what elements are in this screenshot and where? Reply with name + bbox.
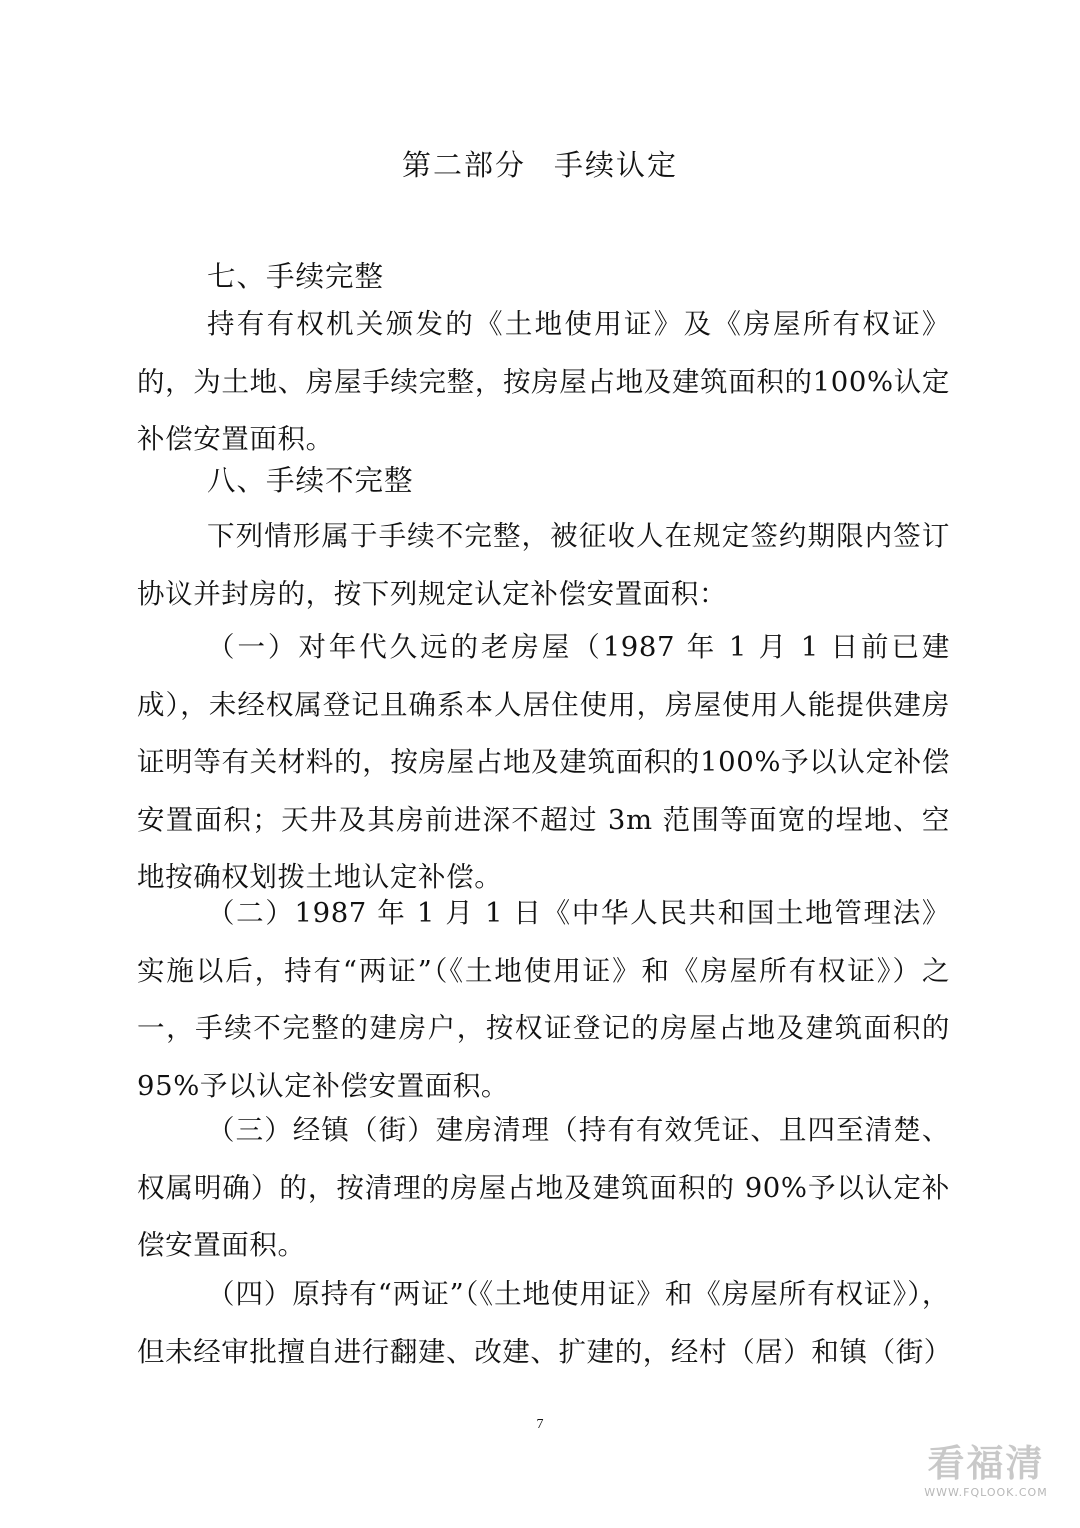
paragraph-item-four: （四）原持有“两证”（《土地使用证》和《房屋所有权证》），但未经审批擅自进行翻建、改建、扩建的，经村（居）和镇（街）: [137, 1278, 952, 1368]
paragraph-item-one: （一）对年代久远的老房屋（1987 年 1 月 1 日前已建成），未经权属登记且确系本人居住使用，房屋使用人能提供建房证明等有关材料的，按房屋占地及建筑面积的100%予以认定补偿安置面积；天井及其房前进深不超过 3m 范围等面宽的埕地、空地按确权划拨土地认定补偿。: [137, 631, 950, 893]
paragraph-item-three: （三）经镇（街）建房清理（持有有效凭证、且四至清楚、权属明确）的，按清理的房屋占地及建筑面积的 90%予以认定补偿安置面积。: [137, 1114, 950, 1261]
watermark-url: WWW.FQLOOK.COM: [924, 1486, 1048, 1499]
page-number: 7: [536, 1417, 544, 1432]
paragraph-complete-procedures: 持有有权机关颁发的《土地使用证》及《房屋所有权证》的，为土地、房屋手续完整，按房屋占地及建筑面积的100%认定补偿安置面积。: [137, 308, 950, 455]
watermark-logo: [916, 1442, 1056, 1500]
title-topic: 手续认定: [554, 148, 679, 182]
watermark-brand: 看福清: [927, 1442, 1045, 1485]
section-heading-seven: 七、手续完整: [207, 260, 385, 293]
paragraph-item-two: （二）1987 年 1 月 1 日《中华人民共和国土地管理法》实施以后，持有“两证”（《土地使用证》和《房屋所有权证》）之一，手续不完整的建房户，按权证登记的房屋占地及建筑面积的95%予以认定补偿安置面积。: [137, 897, 950, 1102]
title-part: 第二部分: [401, 148, 526, 182]
paragraph-incomplete-intro: 下列情形属于手续不完整，被征收人在规定签约期限内签订协议并封房的，按下列规定认定补偿安置面积：: [137, 520, 950, 610]
section-heading-eight: 八、手续不完整: [207, 464, 414, 497]
page-title: [0, 143, 1080, 187]
